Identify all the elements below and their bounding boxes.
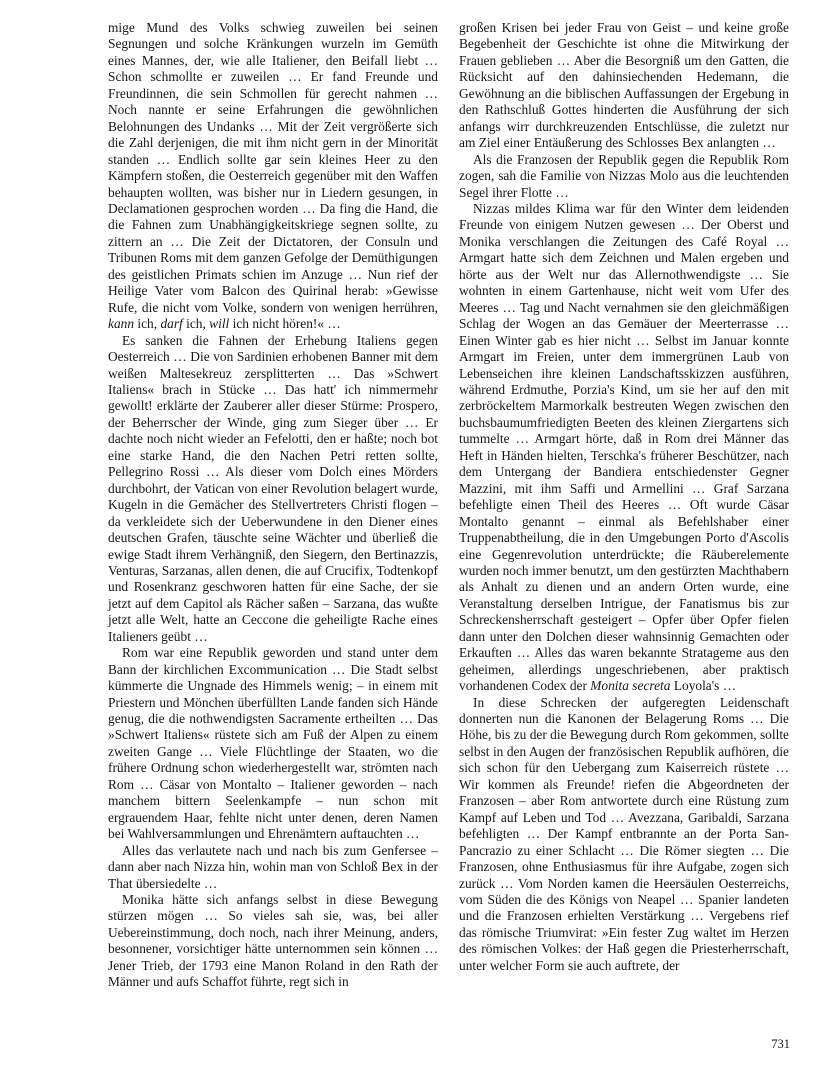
body-text: großen Krisen bei jeder Frau von Geist – und keine große Begebenheit der Geschichte ist ohne die Mitwirkung der Frauen geblieben … Aber die Besorgniß um den Gatten, die Rücksicht auf den dahinsiechenden Hedemann, die Gewöhnung an die biblischen Auffassungen der Ergebung in den Rathschluß Gottes hinderten die Ausführung der sich anfangs wirr durchkreuzenden Entschlüsse, die zuletzt nur am Ziel einer Entäußerung des Schlosses Bex anlangten … [459, 20, 789, 151]
emphasized-text: Monita secreta [590, 678, 671, 694]
body-text: ich nicht hören!« … [229, 316, 341, 332]
body-text: ich, [134, 316, 161, 332]
paragraph [108, 843, 438, 892]
body-text: Monika hätte sich anfangs selbst in diese Bewegung stürzen mögen … So vieles sah sie, was, bei aller Uebereinstimmung, doch noch, nach ihrer Meinung, anders, besonnener, vorsichtiger hätte unternommen sein können … Jener Trieb, der 1793 eine Manon Roland in den Rath der Männer und aufs Schaffot führte, regt sich in [108, 892, 438, 990]
paragraph [108, 892, 438, 991]
paragraph [108, 20, 438, 333]
paragraph [459, 201, 789, 695]
body-text: In diese Schrecken der aufgeregten Leidenschaft donnerten nun die Kanonen der Belagerung Roms … Die Höhe, bis zu der die Bewegung durch Rom gekommen, sollte selbst in den Augen der französischen Republik aufhören, die sich schon für den Uebergang zum Kaiserreich rüstete … Wir kommen als Freunde! riefen die Abgeordneten der Franzosen – aber Rom antwortete durch eine Rüstung zum Kampf auf Leben und Tod … Avezzana, Garibaldi, Sarzana befehligten … Der Kampf entbrannte an der Porta San-Pancrazio zu einer Schlacht … Die Römer siegten … Die Franzosen, ohne Enthusiasmus für ihre Aufgabe, zogen sich zurück … Vom Norden kamen die Heersäulen Oesterreichs, vom Süden die des Königs von Neapel … Spanier landeten und die Franzosen erhielten Verstärkung … Vergebens rief das römische Triumvirat: »Ein fester Zug waltet im Herzen des römischen Volkes: der Haß gegen die Priesterherrschaft, unter welcher Form sie auch auftrete, der [459, 694, 789, 973]
page-number: 731 [771, 1037, 790, 1051]
left-column [108, 20, 438, 991]
body-text: Rom war eine Republik geworden und stand unter dem Bann der kirchlichen Excommunication … Die Stadt selbst kümmerte die Ungnade des Himmels wenig; – in einem mit Priestern und Mönchen überfüllten Lande fanden sich Hände genug, die die nothwendigsten Sacramente ertheilten … Das »Schwert Italiens« rüstete sich am Fuß der Alpen zu einem zweiten Gange … Viele Flüchtlinge der Staaten, wo die frühere Ordnung schon wiederhergestellt war, strömten nach Rom … Cäsar von Montalto – Italiener geworden – nach manchem bittern Seelenkampfe – nun schon mit ergrauendem Haar, fehlte nicht unter denen, deren Namen bei Wahlversammlungen und Ehrenämtern auftauchten … [108, 645, 438, 842]
emphasized-text: kann [108, 316, 135, 332]
right-column [459, 20, 789, 991]
body-text: mige Mund des Volks schwieg zuweilen bei seinen Segnungen und solche Kränkungen wurzeln im Gemüth eines Mannes, der, wie alle Italiener, den Beifall liebt … Schon schmollte er zuweilen … Er fand Freunde und Freundinnen, die sein Schmollen für gerecht nahmen … Noch nannte er seine Erfahrungen die gewöhnlichen Belohnungen des Undanks … Mit der Zeit vergrößerte sich die Zahl derjenigen, die mit ihm nicht gern in der Minorität standen … Endlich sollte gar sein kleines Heer zu den Kämpfern stoßen, die Oesterreich gegenüber mit den Waffen behaupten wollten, was bisher nur in Liedern gesungen, in Declamationen gesprochen worden … Da fing die Hand, die die Fahnen zum Unabhängigkeitskriege segnen sollte, zu zittern an … Die Zeit der Dictatoren, der Consuln und Tribunen Roms mit dem ganzen Gefolge der Demüthigungen des geistlichen Primats schien im Anzuge … Nun rief der Heilige Vater vom Balcon des Quirinal herab: »Gewisse Rufe, die nicht vom Volke, sondern von wenigen herrühren, [108, 20, 438, 315]
paragraph [459, 695, 789, 975]
paragraph [108, 333, 438, 646]
text-body [108, 20, 790, 991]
body-text: Es sanken die Fahnen der Erhebung Italiens gegen Oesterreich … Die von Sardinien erhobenen Banner mit dem weißen Maltesekreuz zersplitterten … Das »Schwert Italiens« brach in Stücke … Das hatt' ich nimmermehr gewollt! erklärte der Zauberer aller dieser Stürme: Prospero, der Beherrscher der Winde, ging zum Sieger über … Er dachte noch nicht wieder an Fefelotti, den er haßte; noch bot eine starke Hand, die den Nachen Petri retten sollte, Pellegrino Rossi … Als dieser vom Dolch eines Mörders durchbohrt, der Vatican von einer Revolution belagert wurde, Kugeln in die Gemächer des Stellvertreters Christi flogen – da verkleidete sich der Ueberwundene in den Diener eines deutschen Grafen, täuschte seine Wächter und überließ die ewige Stadt ihrem Verhängniß, den Siegern, den Bertinazzis, Venturas, Sarzanas, allen denen, die auf Crucifix, Todtenkopf und Rosenkranz geschworen hatten für eine Sache, der sie jetzt auf dem Capitol als Rächer saßen – Sarzana, das wußte jetzt alle Welt, hatte an Ceccone die geheiligte Rache eines Italieners geübt … [108, 332, 438, 644]
body-text: ich, [182, 316, 210, 332]
emphasized-text: darf [160, 316, 183, 332]
paragraph [108, 645, 438, 842]
paragraph [459, 152, 789, 201]
body-text: Nizzas mildes Klima war für den Winter dem leidenden Freunde von einigem Nutzen gewesen … Der Oberst und Monika verschlangen die Zeitungen des Café Royal … Armgart hatte sich dem Zeichnen und Malen ergeben und hörte aus der Welt nur das Allernothwendigste … Sie wohnten in einem Gartenhause, nicht weit vom Ufer des Meeres … Tag und Nacht vernahmen sie den gleichmäßigen Schlag der Wogen an das Gemäuer der Meerterrasse … Einen Winter gab es hier nicht … Selbst im Januar konnte Armgart im Freien, unter dem immergrünen Laub von Lebenseichen ihre kleinen Landschaftsskizzen ausführen, während Erdmuthe, Porzia's Kind, um sie her auf den mit zerbröckeltem Marmorkalk bestreuten Wegen zwischen den buchsbaumumfriedigten Beeten des kleinen Ziergartens sich tummelte … Armgart hörte, daß in Rom drei Männer das Heft in Händen hielten, Terschka's früherer Beschützer, nach dem Untergang der Bandiera entschiedenster Gegner Mazzini, mit ihm Saffi und Armellini … Graf Sarzana befehligte einen Theil des Heeres … Oft wurde Cäsar Montalto genannt – einmal als Befehlshaber einer Truppenabtheilung, die in den Umgebungen Porto d'Ascolis eine Gegenrevolution unterdrückte; die Räuberelemente wurden noch immer benutzt, um den gestürzten Machthabern als Anhalt zu dienen und an andern Orten wurde, eine Veranstaltung derselben Intrigue, der Fanatismus bis zur Schreckensherrschaft gesteigert – Opfer über Opfer fielen dann unter den Dolchen dieser wahnsinnig Gemachten oder Erkauften … Alles das waren bekannte Stratageme aus den geheimen, allerdings ungeschriebenen, aber praktisch vorhandenen Codex der [459, 200, 789, 694]
body-text: Alles das verlautete nach und nach bis zum Genfersee – dann aber nach Nizza hin, wohin man von Schloß Bex in der That übersiedelte … [108, 842, 438, 891]
paragraph [459, 20, 789, 152]
body-text: Loyola's … [670, 678, 737, 694]
emphasized-text: will [209, 316, 230, 332]
body-text: Als die Franzosen der Republik gegen die Republik Rom zogen, sah die Familie von Nizzas Molo aus die leuchtenden Segel ihrer Flotte … [459, 151, 789, 200]
